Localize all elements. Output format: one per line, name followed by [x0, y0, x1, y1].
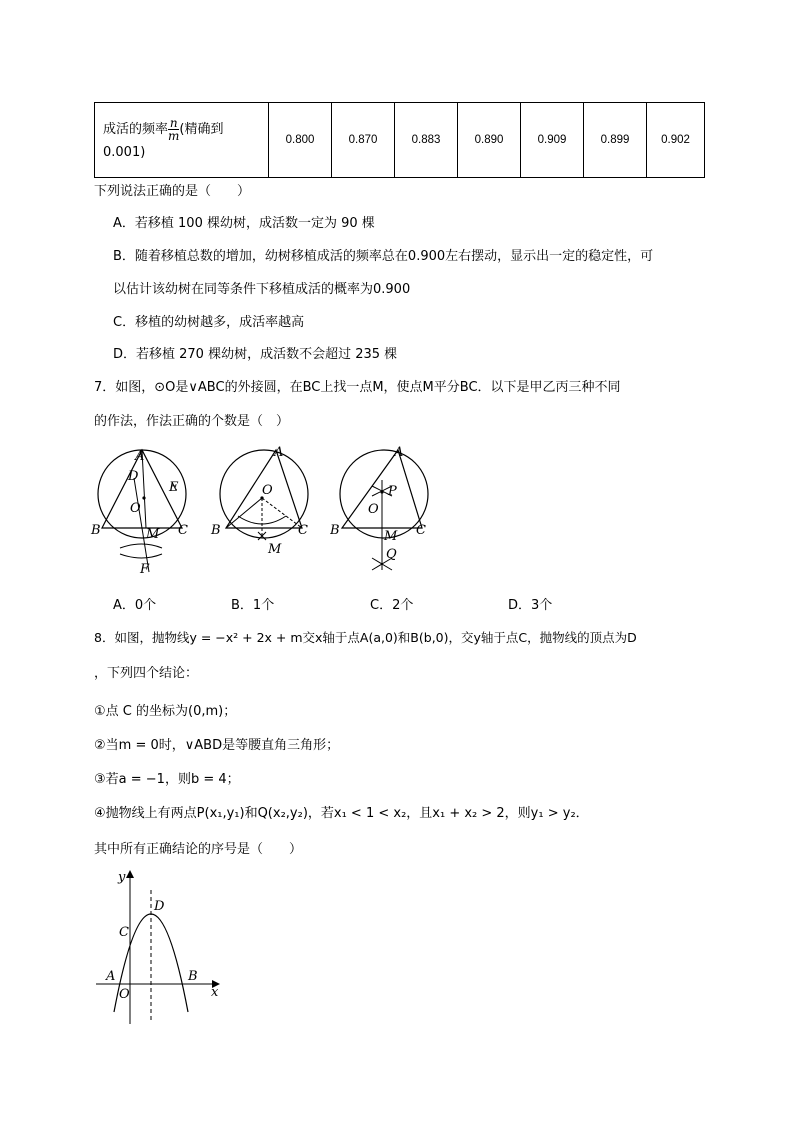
- table-cell: 0.883: [395, 103, 458, 178]
- table-cell: 0.870: [332, 103, 395, 178]
- label-B: B: [91, 523, 101, 538]
- label-O: O: [130, 501, 141, 516]
- q8-line2: ，下列四个结论：: [94, 666, 199, 681]
- q7-option-c: C．2个: [370, 598, 414, 613]
- q8-conclusion-3: ③若a = −1，则b = 4；: [94, 772, 240, 787]
- q7-option-b: B．1个: [231, 598, 275, 613]
- label-E: E: [169, 480, 179, 495]
- label-B: B: [330, 523, 340, 538]
- fraction-n-over-m: $\frac{n}{m}$: [168, 115, 180, 143]
- label-F: F: [140, 562, 150, 575]
- label-Q: Q: [386, 547, 397, 562]
- table-cell: 0.800: [269, 103, 332, 178]
- frequency-table: [94, 102, 705, 178]
- q7-option-d: D．3个: [508, 598, 553, 613]
- label-B: B: [211, 523, 221, 538]
- label-O: O: [368, 502, 379, 517]
- q8-conclusion-2: ②当m = 0时，∨ABD是等腰直角三角形；: [94, 738, 340, 753]
- q7-option-a: A．0个: [113, 598, 157, 613]
- row-label: 成活的频率: [103, 121, 169, 137]
- table-cell: 0.902: [647, 103, 705, 178]
- label-P: P: [388, 484, 397, 499]
- parabola-graph: [96, 866, 231, 1026]
- q6-option-c: C．移植的幼树越多，成活率越高: [113, 315, 305, 330]
- label-M: M: [146, 527, 160, 542]
- label-C: C: [178, 523, 188, 538]
- q8-conclusion-4: ④抛物线上有两点P(x₁,y₁)和Q(x₂,y₂)，若x₁ < 1 < x₂，且x₁ + x₂ > 2，则y₁ > y₂．: [94, 806, 589, 821]
- label-A: A: [274, 445, 284, 460]
- row-label-line2: 0.001): [103, 144, 146, 160]
- table-cell: 0.899: [584, 103, 647, 178]
- label-M: M: [384, 529, 398, 544]
- q6-option-b-line2: 以估计该幼树在同等条件下移植成活的概率为0.900: [113, 282, 411, 297]
- table-cell: 0.890: [458, 103, 521, 178]
- row-label-suffix: (精确到: [179, 121, 224, 137]
- label-y: y: [118, 870, 126, 885]
- label-B: B: [188, 969, 198, 984]
- construction-figure-3: [330, 440, 442, 575]
- table-cell: 0.909: [521, 103, 584, 178]
- label-O: O: [262, 483, 273, 498]
- table-row: [95, 103, 705, 178]
- label-A: A: [106, 969, 116, 984]
- row-label-cell: [95, 103, 269, 178]
- q8-line1: 8．如图，抛物线y = −x² + 2x + m交x轴于点A(a,0)和B(b,0)，交y轴于点C，抛物线的顶点为D: [94, 630, 637, 645]
- q6-option-a: A．若移植 100 棵幼树，成活数一定为 90 棵: [113, 216, 375, 231]
- construction-figure-2: [208, 440, 320, 575]
- q6-option-b-line1: B．随着移植总数的增加，幼树移植成活的频率总在0.900左右摆动，显示出一定的稳定性，可: [113, 249, 654, 264]
- label-A: A: [394, 445, 404, 460]
- label-O: O: [119, 987, 130, 1002]
- construction-figure-1: [90, 440, 200, 575]
- q7-line2: 的作法，作法正确的个数是（ ）: [94, 414, 290, 429]
- q8-conclusion-1: ①点 C 的坐标为(0,m)；: [94, 704, 237, 719]
- label-D: D: [154, 899, 165, 914]
- label-M: M: [268, 542, 282, 557]
- label-D: D: [128, 469, 139, 484]
- q7-line1: 7．如图，⊙O是∨ABC的外接圆，在BC上找一点M，使点M平分BC．以下是甲乙丙三种不同: [94, 380, 621, 395]
- q6-prompt: 下列说法正确的是（ ）: [94, 184, 251, 199]
- q6-option-d: D．若移植 270 棵幼树，成活数不会超过 235 棵: [113, 347, 398, 362]
- label-C: C: [119, 925, 129, 940]
- label-x: x: [211, 985, 219, 1000]
- label-C: C: [298, 523, 308, 538]
- label-C: C: [416, 523, 426, 538]
- label-A: A: [135, 449, 145, 464]
- q8-prompt: 其中所有正确结论的序号是（ ）: [94, 842, 303, 857]
